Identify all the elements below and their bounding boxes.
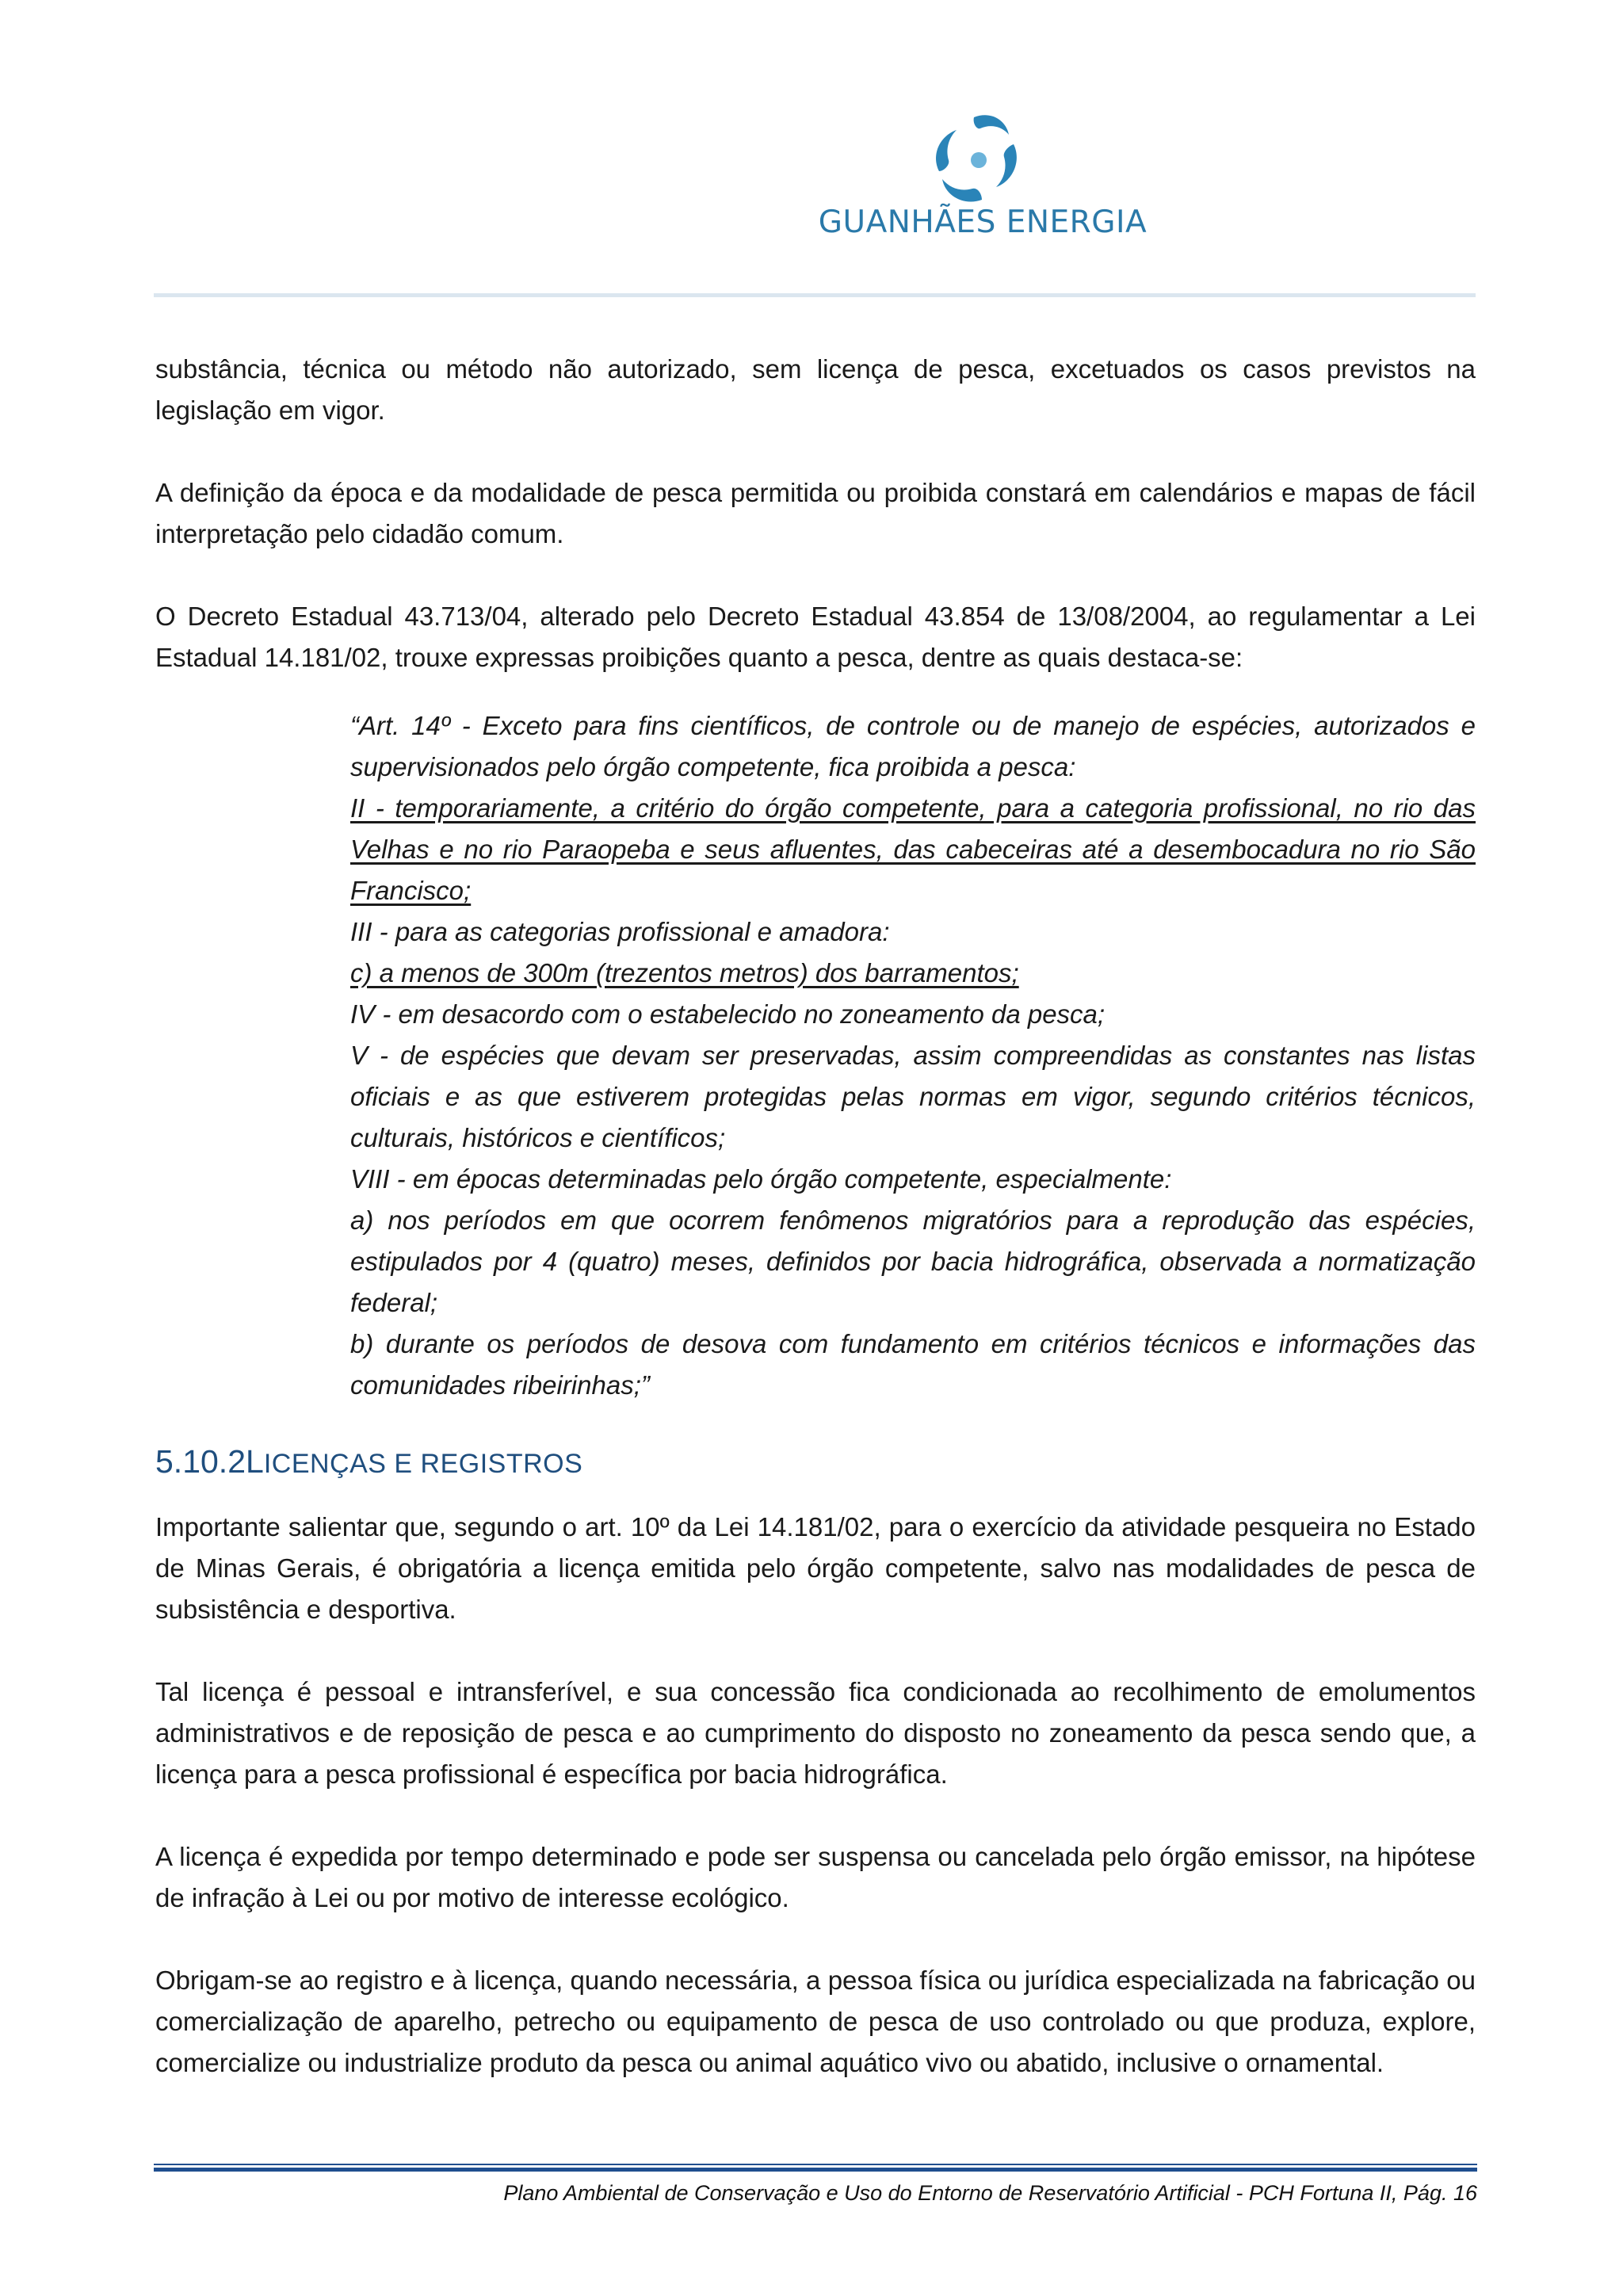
body-paragraph: Tal licença é pessoal e intransferível, e sua concessão fica condicionada ao recolhimento de emolumentos administrativos e de reposição de pesca e ao cumprimento do disposto no zoneamento da pesca sendo que, a licença para a pesca profissional é específica por bacia hidrográfica. <box>155 1677 1476 1789</box>
company-name: GUANHÃES ENERGIA <box>818 204 1148 240</box>
footer-text: Plano Ambiental de Conservação e Uso do Entorno de Reservatório Artificial - PCH Fortuna II, Pág. 16 <box>503 2181 1477 2205</box>
footer-divider <box>154 2164 1477 2165</box>
section-title: ICENÇAS E REGISTROS <box>263 1449 583 1479</box>
legal-quote <box>350 705 1476 1406</box>
guanhaes-logo-icon <box>930 111 1025 208</box>
quote-item: c) a menos de 300m (trezentos metros) dos barramentos; <box>350 958 1019 988</box>
body-paragraph: O Decreto Estadual 43.713/04, alterado pelo Decreto Estadual 43.854 de 13/08/2004, ao regulamentar a Lei Estadual 14.181/02, trouxe expressas proibições quanto a pesca, dentre as quais destaca-se: <box>155 602 1476 672</box>
quote-item: a) nos períodos em que ocorrem fenômenos migratórios para a reprodução das espécies, estipulados por 4 (quatro) meses, definidos por bacia hidrográfica, observada a normatização federal; <box>350 1205 1476 1317</box>
body-paragraph: Obrigam-se ao registro e à licença, quando necessária, a pessoa física ou jurídica especializada na fabricação ou comercialização de aparelho, petrecho ou equipamento de pesca de uso controlado ou que produza, explore, comercialize ou industrialize produto da pesca ou animal aquático vivo ou abatido, inclusive o ornamental. <box>155 1966 1476 2077</box>
body-paragraph: A licença é expedida por tempo determinado e pode ser suspensa ou cancelada pelo órgão emissor, na hipótese de infração à Lei ou por motivo de interesse ecológico. <box>155 1842 1476 1912</box>
header-divider <box>154 293 1476 297</box>
body-paragraph: A definição da época e da modalidade de pesca permitida ou proibida constará em calendários e mapas de fácil interpretação pelo cidadão comum. <box>155 478 1476 548</box>
quote-item: IV - em desacordo com o estabelecido no zoneamento da pesca; <box>350 999 1106 1029</box>
quote-item: b) durante os períodos de desova com fundamento em critérios técnicos e informações das comunidades ribeirinhas;” <box>350 1329 1476 1400</box>
quote-item: VIII - em épocas determinadas pelo órgão competente, especialmente: <box>350 1164 1172 1194</box>
quote-item: II - temporariamente, a critério do órgão competente, para a categoria profissional, no rio das Velhas e no rio Paraopeba e seus afluentes, das cabeceiras até a desembocadura no rio São Francisco; <box>350 793 1476 905</box>
body-paragraph: Importante salientar que, segundo o art. 10º da Lei 14.181/02, para o exercício da atividade pesqueira no Estado de Minas Gerais, é obrigatória a licença emitida pelo órgão competente, salvo nas modalidades de pesca de subsistência e desportiva. <box>155 1512 1476 1624</box>
quote-item: III - para as categorias profissional e amadora: <box>350 917 890 946</box>
section-heading <box>155 1438 1476 1488</box>
body-paragraph: substância, técnica ou método não autorizado, sem licença de pesca, excetuados os casos previstos na legislação em vigor. <box>155 354 1476 425</box>
section-title-initial: L <box>246 1443 264 1480</box>
quote-article: “Art. 14º - Exceto para fins científicos, de controle ou de manejo de espécies, autorizados e supervisionados pelo órgão competente, fica proibida a pesca: <box>350 711 1476 781</box>
section-number: 5.10.2 <box>155 1443 246 1480</box>
company-logo <box>816 101 1149 252</box>
quote-item: V - de espécies que devam ser preservadas, assim compreendidas as constantes nas listas oficiais e as que estiverem protegidas pelas normas em vigor, segundo critérios técnicos, culturais, históricos e científicos; <box>350 1041 1476 1152</box>
footer-divider <box>154 2168 1477 2172</box>
page-content <box>155 349 1476 2084</box>
